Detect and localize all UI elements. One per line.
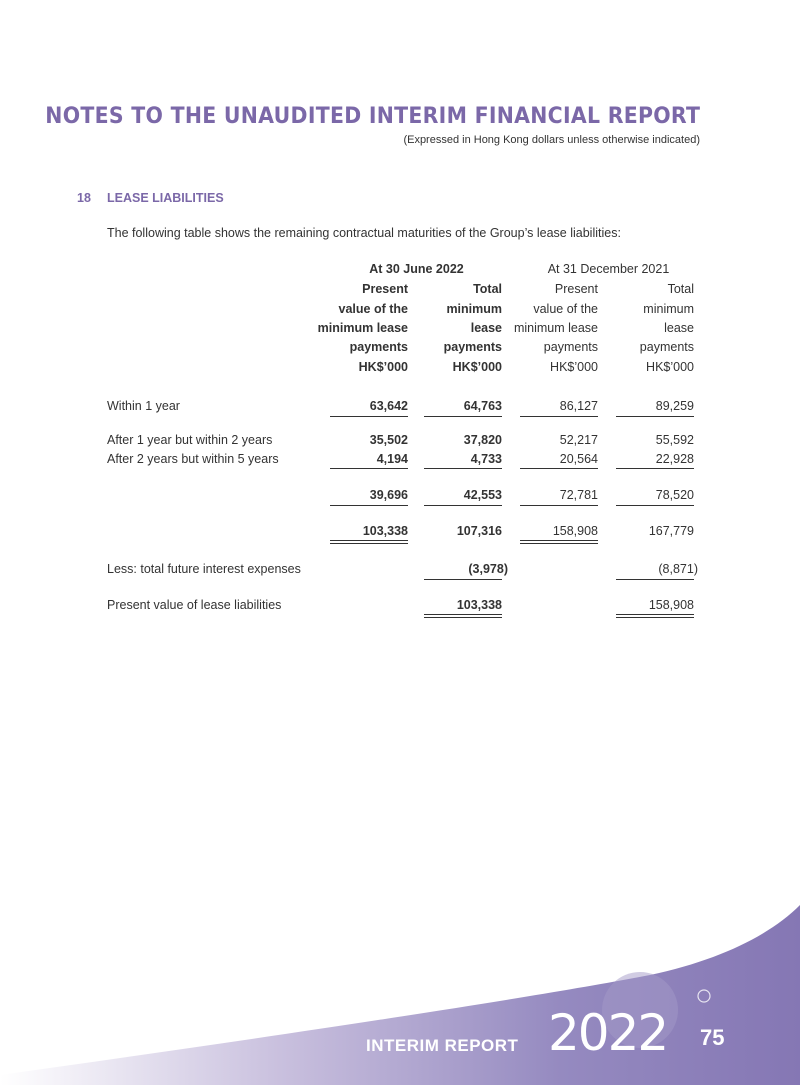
table-cell: 103,338 [456, 598, 502, 612]
total-cell: 107,316 [456, 524, 502, 538]
rule [330, 416, 408, 417]
row-label: After 1 year but within 2 years [107, 433, 273, 447]
row-label: Within 1 year [107, 399, 180, 413]
rule [616, 468, 694, 469]
col-header-line: value of the [533, 302, 598, 316]
rule [520, 416, 598, 417]
rule [330, 505, 408, 506]
col-header-line: lease [470, 321, 502, 335]
rule [520, 505, 598, 506]
col-header-line: HK$’000 [452, 360, 502, 374]
rule [424, 416, 502, 417]
col-header-line: HK$’000 [358, 360, 408, 374]
table-cell: 64,763 [463, 399, 502, 413]
section-title: LEASE LIABILITIES [107, 191, 224, 205]
rule [424, 579, 502, 580]
table-cell: (8,871) [658, 562, 698, 576]
col-header-line: Present [554, 282, 598, 296]
row-label: Present value of lease liabilities [107, 598, 282, 612]
double-rule [330, 540, 408, 544]
table-cell: 4,194 [376, 452, 408, 466]
table-cell: 4,733 [470, 452, 502, 466]
group-header-2022: At 30 June 2022 [369, 262, 464, 276]
table-cell: (3,978) [468, 562, 508, 576]
section-number: 18 [77, 191, 91, 205]
page-subtitle: (Expressed in Hong Kong dollars unless otherwise indicated) [403, 134, 700, 146]
col-header-line: payments [543, 340, 598, 354]
page-number: 75 [700, 1025, 725, 1050]
table-cell: 158,908 [648, 598, 694, 612]
rule [520, 468, 598, 469]
table-cell: 22,928 [655, 452, 694, 466]
col-header-line: minimum lease [317, 321, 408, 335]
col-header-line: payments [443, 340, 502, 354]
table-cell: 52,217 [559, 433, 598, 447]
col-header-line: minimum [446, 302, 502, 316]
table-cell: 20,564 [559, 452, 598, 466]
rule [616, 505, 694, 506]
total-cell: 103,338 [362, 524, 408, 538]
col-header-line: Total [667, 282, 694, 296]
table-cell: 37,820 [463, 433, 502, 447]
footer-year: 2022 [548, 1004, 668, 1062]
section-intro: The following table shows the remaining contractual maturities of the Group’s lease liabilities: [107, 226, 621, 240]
table-cell: 89,259 [655, 399, 694, 413]
col-header-line: HK$’000 [550, 360, 598, 374]
table-cell: 55,592 [655, 433, 694, 447]
row-label: After 2 years but within 5 years [107, 452, 279, 466]
col-header-line: payments [349, 340, 408, 354]
subtotal-cell: 42,553 [463, 488, 502, 502]
group-header-2021: At 31 December 2021 [547, 262, 670, 276]
double-rule [520, 540, 598, 544]
row-label: Less: total future interest expenses [107, 562, 301, 576]
total-cell: 158,908 [552, 524, 598, 538]
col-header-line: HK$’000 [646, 360, 694, 374]
rule [424, 505, 502, 506]
table-cell: 86,127 [559, 399, 598, 413]
table-cell: 63,642 [369, 399, 408, 413]
rule [616, 579, 694, 580]
footer-report-label: INTERIM REPORT [366, 1036, 519, 1055]
page-title: NOTES TO THE UNAUDITED INTERIM FINANCIAL REPORT [45, 104, 700, 129]
rule [330, 468, 408, 469]
col-header-line: minimum [643, 302, 694, 316]
double-rule [424, 614, 502, 618]
col-header-line: minimum lease [513, 321, 598, 335]
col-header-line: payments [639, 340, 694, 354]
rule [424, 468, 502, 469]
subtotal-cell: 72,781 [559, 488, 598, 502]
col-header-line: lease [664, 321, 694, 335]
subtotal-cell: 39,696 [369, 488, 408, 502]
subtotal-cell: 78,520 [655, 488, 694, 502]
col-header-line: Total [473, 282, 502, 296]
col-header-line: Present [362, 282, 408, 296]
col-header-line: value of the [338, 302, 408, 316]
double-rule [616, 614, 694, 618]
table-cell: 35,502 [369, 433, 408, 447]
rule [616, 416, 694, 417]
total-cell: 167,779 [648, 524, 694, 538]
